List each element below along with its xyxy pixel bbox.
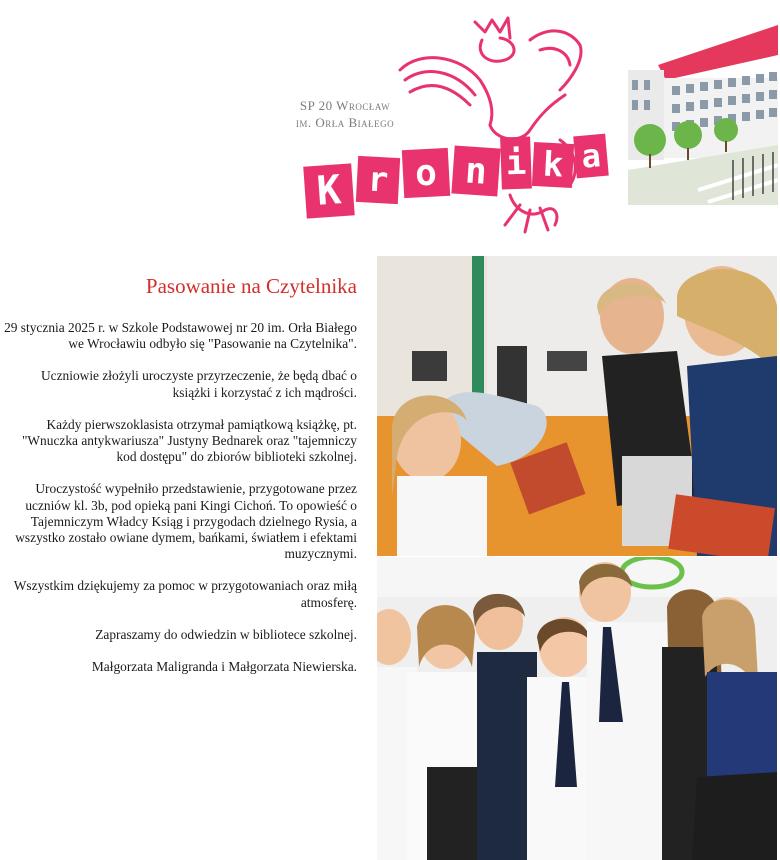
photo-book-presentation (377, 256, 777, 556)
school-name-line2: im. Orła Białego (295, 115, 395, 130)
logo-letter: K (303, 163, 355, 218)
article-paragraph: Uczniowie złożyli uroczyste przyrzeczenie, że będą dbać o książki i korzystać z ich mądrości. (41, 368, 357, 400)
article-paragraph: Wszystkim dziękujemy za pomoc w przygotowaniach oraz miłą atmosferę. (13, 578, 357, 610)
logo-letter: i (500, 136, 532, 189)
article-title: Pasowanie na Czytelnika (145, 274, 357, 298)
logo-letter: a (573, 134, 609, 179)
header-banner (0, 0, 780, 255)
eagle-emblem-icon (380, 10, 630, 245)
school-building-illustration (628, 20, 778, 205)
logo-letter: r (356, 156, 400, 204)
school-name-line1: SP 20 Wrocław (299, 98, 391, 113)
article-signature: Małgorzata Maligranda i Małgorzata Niewierska. (91, 659, 357, 675)
article-paragraph: Każdy pierwszoklasista otrzymał pamiątkową książkę, pt. "Wnuczka antykwariusza" Justyny Bednarek oraz "tajemniczy kod dostępu" do zbiorów biblioteki szkolnej. (21, 416, 357, 465)
logo-letter: n (451, 145, 500, 196)
photo-children-oath (377, 557, 777, 860)
logo-letter: k (532, 142, 574, 188)
article-paragraph: 29 stycznia 2025 r. w Szkole Podstawowej nr 20 im. Orła Białego we Wrocławiu odbyło się "Pasowanie na Czytelnika". (4, 320, 357, 352)
article-body (0, 320, 357, 691)
logo-letter: o (402, 148, 450, 198)
article-paragraph: Zapraszamy do odwiedzin w bibliotece szkolnej. (95, 626, 357, 642)
article-paragraph: Uroczystość wypełniło przedstawienie, przygotowane przez uczniów kl. 3b, pod opieką pani Kingi Cichoń. To opowieść o Tajemniczym Władcy Ksiąg i przygodach dzielnego Rysia, a wszystko zostało owiane dymem, bańkami, światłem i efektami muzycznymi. (15, 481, 357, 562)
